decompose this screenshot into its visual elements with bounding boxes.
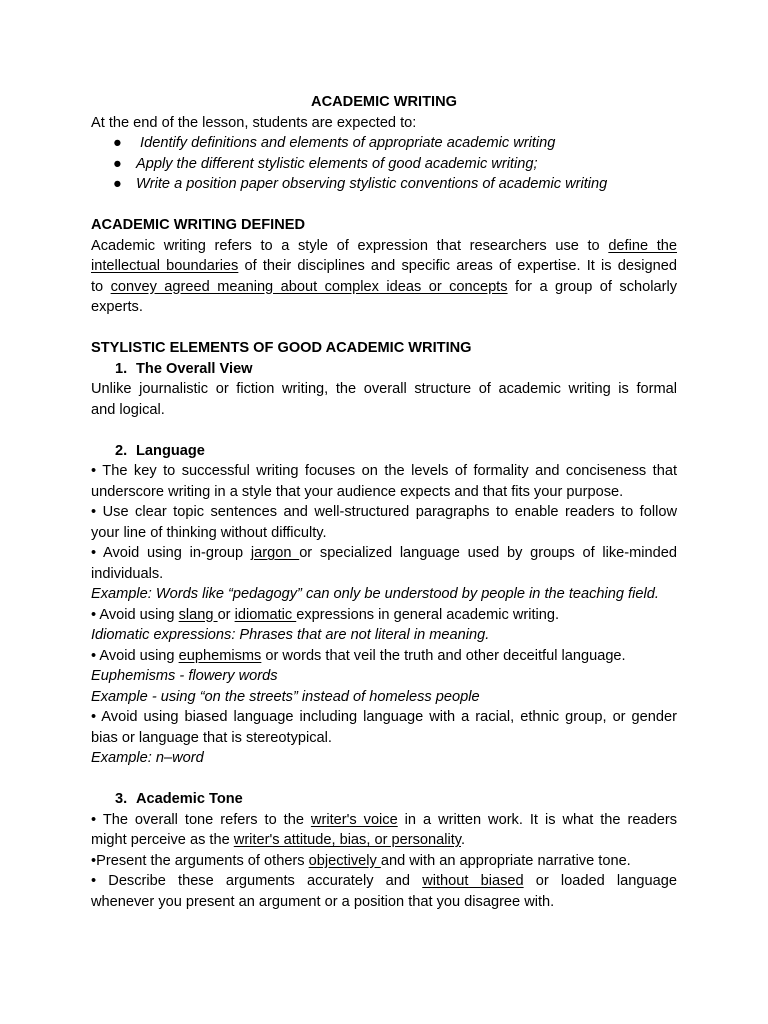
bullet-icon: ● xyxy=(113,135,122,151)
example-line: Euphemisms - flowery words xyxy=(91,668,278,684)
paragraph-line: • The overall tone refers to the writer's voice in a written work. It is what the readers xyxy=(91,811,677,828)
subheading-academic-tone: 3. Academic Tone xyxy=(115,791,243,807)
paragraph-line: underscore writing in a style that your audience expects and that fits your purpose. xyxy=(91,483,624,500)
document-title: ACADEMIC WRITING xyxy=(311,94,457,110)
paragraph-line: • Describe these arguments accurately and without biased or loaded language xyxy=(91,873,677,889)
example-line: Example: n–word xyxy=(91,750,204,766)
paragraph-line: • Avoid using euphemisms or words that veil the truth and other deceitful language. xyxy=(91,647,626,664)
section-heading-stylistic: STYLISTIC ELEMENTS OF GOOD ACADEMIC WRITING xyxy=(91,340,472,356)
paragraph-line: experts. xyxy=(91,299,143,315)
example-line: Example - using “on the streets” instead of homeless people xyxy=(91,688,480,705)
section-heading-defined: ACADEMIC WRITING DEFINED xyxy=(91,217,306,233)
paragraph-line: and logical. xyxy=(91,401,165,418)
objective-item: ● Apply the different stylistic elements of good academic writing; xyxy=(91,154,677,175)
paragraph-line: • Avoid using biased language including language with a racial, ethnic group, or gender xyxy=(91,709,677,725)
paragraph-line: Academic writing refers to a style of expression that researchers use to define the xyxy=(91,237,677,254)
paragraph-line: might perceive as the writer's attitude, bias, or personality. xyxy=(91,832,466,848)
objective-item: ● Identify definitions and elements of appropriate academic writing xyxy=(91,133,677,154)
paragraph-line: intellectual boundaries of their disciplines and specific areas of expertise. It is designed xyxy=(91,258,677,274)
paragraph-line: whenever you present an argument or a position that you disagree with. xyxy=(91,893,555,910)
paragraph-line: bias or language that is stereotypical. xyxy=(91,729,332,746)
objective-item: ● Write a position paper observing stylistic conventions of academic writing xyxy=(91,174,677,195)
paragraph-line: • The key to successful writing focuses on the levels of formality and conciseness that xyxy=(91,463,677,479)
paragraph-line: individuals. xyxy=(91,565,164,582)
example-line: Example: Words like “pedagogy” can only be understood by people in the teaching field. xyxy=(91,586,659,602)
subheading-language: 2. Language xyxy=(115,442,205,459)
paragraph-line: your line of thinking without difficulty. xyxy=(91,524,327,541)
paragraph-line: Unlike journalistic or fiction writing, the overall structure of academic writing is formal xyxy=(91,381,677,397)
paragraph-line: •Present the arguments of others objectively and with an appropriate narrative tone. xyxy=(91,852,631,869)
bullet-icon: ● xyxy=(113,176,122,192)
paragraph-line: • Avoid using in-group jargon or specialized language used by groups of like-minded xyxy=(91,545,677,561)
example-line: Idiomatic expressions: Phrases that are not literal in meaning. xyxy=(91,627,490,643)
bullet-icon: ● xyxy=(113,155,122,172)
paragraph-line: to convey agreed meaning about complex ideas or concepts for a group of scholarly xyxy=(91,278,677,295)
subheading-overall-view: 1. The Overall View xyxy=(115,360,253,377)
document-body xyxy=(91,92,677,912)
intro-text: At the end of the lesson, students are expected to: xyxy=(91,114,417,131)
paragraph-line: • Use clear topic sentences and well-structured paragraphs to enable readers to follow xyxy=(91,504,677,520)
paragraph-line: • Avoid using slang or idiomatic expressions in general academic writing. xyxy=(91,606,560,623)
